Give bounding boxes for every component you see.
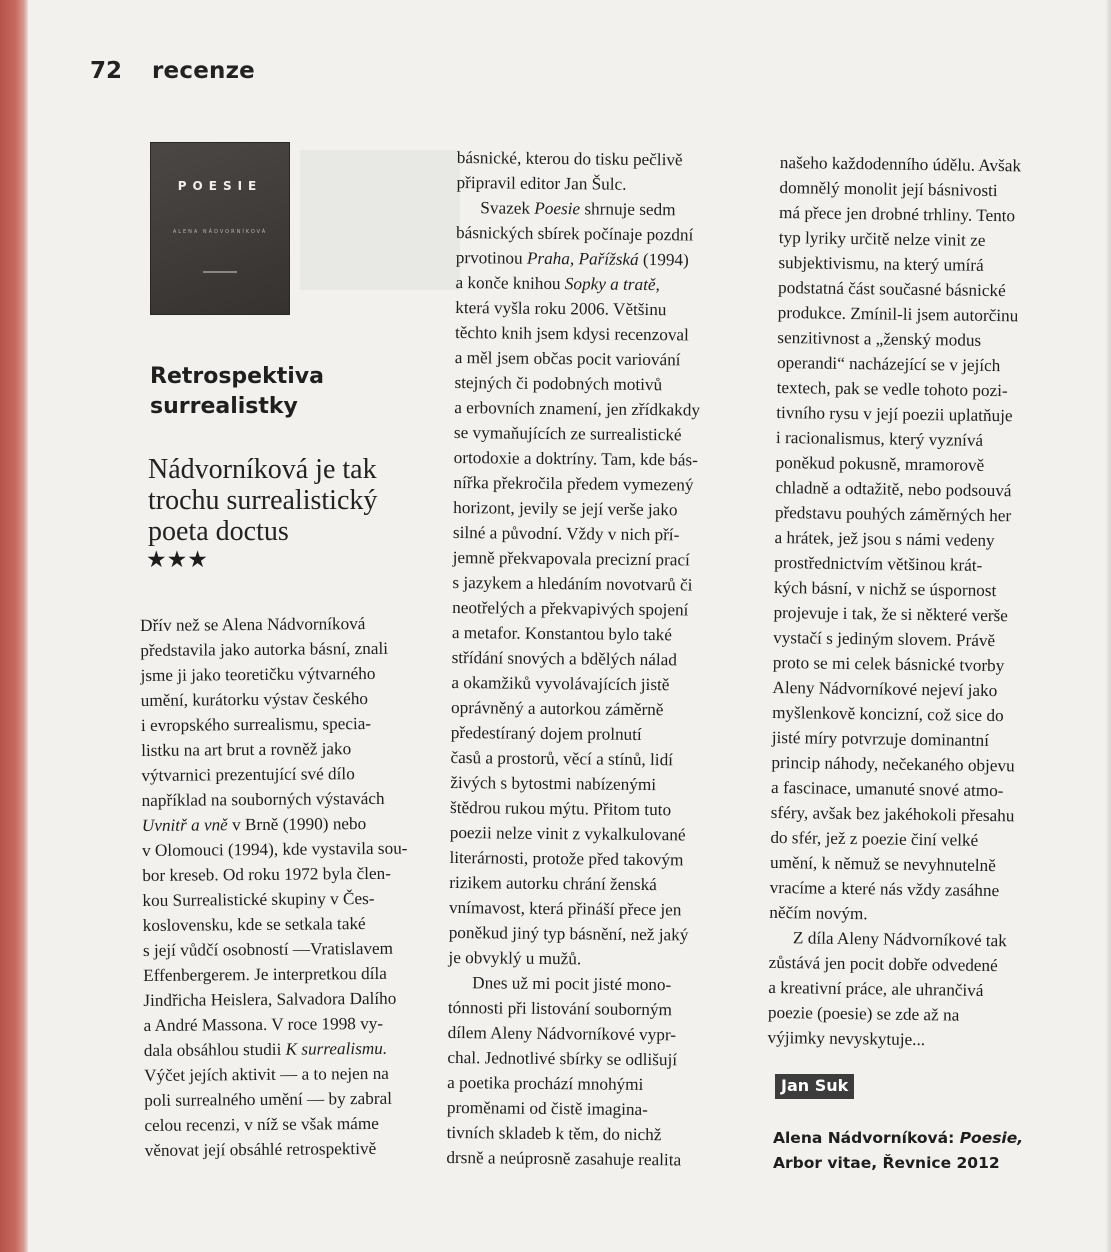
text-line: vystačí s jediným slovem. Právě xyxy=(773,627,996,651)
text-line: proto se mi celek básnické tvorby xyxy=(772,652,1005,676)
text-line: neotřelých a překvapivých spojení xyxy=(452,597,689,620)
text-line: drsně a neúprosně zasahuje realita xyxy=(446,1147,682,1170)
text-line: poněkud jiný typ básnění, než jaký xyxy=(448,922,689,945)
section-name: recenze xyxy=(152,58,255,84)
text-line: textech, pak se vedle tohoto pozi- xyxy=(776,377,1008,401)
text-line: prostřednictvím většinou krát- xyxy=(774,552,983,575)
text-line: Jindřicha Heislera, Salvadora Dalího xyxy=(143,988,397,1010)
text-line: a metafor. Konstantou bylo také xyxy=(451,622,673,645)
text-line: kých básní, v nichž se úspornost xyxy=(773,577,997,601)
text-line: chladně a odtažitě, nebo podsouvá xyxy=(775,477,1012,501)
text-line: připravil editor Jan Šulc. xyxy=(456,172,627,194)
title-line: Retrospektiva xyxy=(150,364,324,389)
text-line: a poetika prochází mnohými xyxy=(447,1072,644,1095)
article-subtitle xyxy=(148,454,428,547)
cover-title: POESIE xyxy=(177,179,263,193)
review-author-badge: Jan Suk xyxy=(775,1074,854,1099)
text-line: například na souborných výstavách xyxy=(141,788,385,810)
text-line: umění, kurátorku výstav českého xyxy=(140,689,369,710)
text-line: listku na art brut a rovněž jako xyxy=(141,739,352,760)
text-line: dala obsáhlou studii K surrealismu. xyxy=(143,1038,388,1060)
text-line: štědrou rukou mýtu. Přitom tuto xyxy=(449,797,672,820)
text-line: silné a původní. Vždy v nich pří- xyxy=(452,522,680,545)
text-line: představila jako autorka básní, znali xyxy=(140,638,389,660)
title-line: surrealistky xyxy=(150,394,298,419)
article-title xyxy=(150,362,400,422)
text-line: výtvarnici prezentující své dílo xyxy=(141,764,355,785)
text-line: nířka překročila předem vymezený xyxy=(453,472,694,495)
text-line: vnímavost, která přináší přece jen xyxy=(448,897,682,920)
text-line: s jazykem a hledáním novotvarů či xyxy=(452,572,693,595)
text-line: podstatná část současné básnické xyxy=(777,277,1006,301)
text-line: domnělý monolit její básnivosti xyxy=(779,177,998,201)
text-line: Effenbergerem. Je interpretkou díla xyxy=(143,963,387,985)
text-line: myšlenkově koncizní, což sice do xyxy=(772,702,1004,726)
text-line: stejných či podobných motivů xyxy=(454,372,663,395)
text-line: poezie (poesie) se zde až na xyxy=(767,1002,960,1025)
star-rating: ★★★ xyxy=(146,547,208,572)
text-line: básnické, kterou do tisku pečlivě xyxy=(456,147,683,170)
text-line: celou recenzi, v níž se však máme xyxy=(144,1113,379,1135)
text-line: a konče knihou Sopky a tratě, xyxy=(455,272,660,295)
text-line: tivních skladeb k těm, do nichž xyxy=(446,1122,662,1145)
text-line: v Olomouci (1994), kde vystavila sou- xyxy=(141,838,408,860)
text-line: oprávněný a autorkou záměrně xyxy=(451,697,664,720)
text-line: Uvnitř a vně v Brně (1990) nebo xyxy=(141,814,367,835)
text-line: věnovat její obsáhlé retrospektivě xyxy=(144,1138,377,1160)
text-line: s její vůdčí osobností —Vratislavem xyxy=(142,938,394,960)
text-line: dílem Aleny Nádvorníkové vypr- xyxy=(447,1022,677,1045)
subtitle-line: poeta doctus xyxy=(148,516,289,547)
text-line: která vyšla roku 2006. Většinu xyxy=(455,297,667,320)
text-line: a erbovních znamení, jen zřídkakdy xyxy=(454,397,701,420)
text-line: subjektivismu, na který umírá xyxy=(778,252,984,275)
text-line: něčím novým. xyxy=(769,902,868,924)
text-line: koslovensku, kde se setkala také xyxy=(142,914,366,935)
text-line: tivního rysu v její poezii uplatňuje xyxy=(776,402,1013,426)
text-line: Aleny Nádvorníkové nejeví jako xyxy=(772,677,998,701)
text-line: jsme ji jako teoretičku výtvarného xyxy=(140,663,376,685)
text-column-3 xyxy=(767,150,1023,1053)
page-header xyxy=(90,58,255,84)
text-column-1 xyxy=(140,611,410,1163)
text-line: básnických sbírek počínaje pozdní xyxy=(455,222,694,245)
text-line: prvotinou Praha, Pařížská (1994) xyxy=(455,247,689,270)
book-author: Alena Nádvorníková: xyxy=(773,1129,960,1147)
text-line: těchto knih jsem kdysi recenzoval xyxy=(454,322,689,345)
text-line: a okamžiků vyvolávajících jistě xyxy=(451,672,670,695)
cover-author: ALENA NÁDVORNÍKOVÁ xyxy=(172,229,268,235)
text-line: poezii nelze vinit z vykalkulované xyxy=(449,822,686,845)
page-spine xyxy=(0,0,28,1252)
text-line: ortodoxie a doktríny. Tam, kde bás- xyxy=(453,447,698,470)
text-line: typ lyriky určitě nelze vinit ze xyxy=(778,227,986,250)
text-line: a kreativní práce, ale uhrančivá xyxy=(768,977,984,1000)
subtitle-line: trochu surrealistický xyxy=(148,485,378,516)
text-line: poli surrealného umění — by zabral xyxy=(144,1088,393,1110)
text-line: i racionalismus, který vyznívá xyxy=(775,427,984,450)
text-line: kou Surrealistické skupiny v Čes- xyxy=(142,888,375,910)
text-line: výjimky nevyskytuje... xyxy=(767,1027,926,1050)
text-line: umění, k němuž se nevyhnutelně xyxy=(769,852,996,876)
text-line: Z díla Aleny Nádvorníkové tak xyxy=(792,928,1007,951)
book-publisher: Arbor vitae, Řevnice 2012 xyxy=(773,1154,1000,1172)
page-number: 72 xyxy=(90,58,123,84)
text-line: jemně překvapovala precizní prací xyxy=(452,547,690,570)
text-line: i evropského surrealismu, specia- xyxy=(140,713,372,735)
text-line: do sfér, jež z poezie činí velké xyxy=(770,827,979,850)
text-line: chal. Jednotlivé sbírky se odlišují xyxy=(447,1047,678,1070)
text-line: zůstává jen pocit dobře odvedené xyxy=(768,952,998,976)
text-line: princip náhody, nečekaného objevu xyxy=(771,752,1015,776)
text-line: a André Massona. V roce 1998 vy- xyxy=(143,1013,384,1035)
text-line: literárnosti, protože před takovým xyxy=(449,847,684,870)
text-line: se vymaňujících ze surrealistické xyxy=(453,422,682,445)
book-cover-image xyxy=(151,143,289,314)
text-line: živých s bytostmi nabízenými xyxy=(450,772,657,795)
text-line: senzitivnost a „ženský modus xyxy=(777,327,982,350)
text-line: je obvyklý u mužů. xyxy=(448,947,582,969)
text-line: a měl jsem občas pocit variování xyxy=(454,347,681,370)
text-line: vracíme a které nás vždy zasáhne xyxy=(769,877,1000,901)
book-info xyxy=(773,1126,1073,1176)
page-edge xyxy=(1105,0,1111,1252)
text-line: tónnosti při listování souborným xyxy=(447,997,672,1020)
text-line: projevuje i tak, že si některé verše xyxy=(773,602,1008,626)
cover-publisher-mark xyxy=(203,271,237,273)
text-line: střídání snových a bdělých nálad xyxy=(451,647,678,670)
text-line: operandi“ nacházející se v jejích xyxy=(776,352,1001,376)
book-info-line xyxy=(773,1126,1073,1151)
text-line: poněkud pokusně, mramorově xyxy=(775,452,985,475)
text-line: má přece jen drobné trhliny. Tento xyxy=(778,202,1016,226)
text-line: předestíraný dojem prolnutí xyxy=(450,722,642,744)
book-title: Poesie, xyxy=(959,1129,1024,1147)
text-line: a fascinace, umanuté snové atmo- xyxy=(770,777,1004,801)
text-line: produkce. Zmínil-li jsem autorčinu xyxy=(777,302,1019,326)
text-line: jisté míry potvrzuje dominantní xyxy=(771,727,990,750)
text-line: Výčet jejích aktivit — a to nejen na xyxy=(143,1063,389,1085)
text-line: našeho každodenního údělu. Avšak xyxy=(779,152,1022,176)
text-line: Dřív než se Alena Nádvorníková xyxy=(140,614,366,635)
text-line: sféry, avšak bez jakéhokoli přesahu xyxy=(770,802,1015,826)
text-line: a hrátek, jež jsou s námi vedeny xyxy=(774,527,995,551)
text-line: rizikem autorku chrání ženská xyxy=(449,872,657,895)
text-line: představu pouhých záměrných her xyxy=(774,502,1012,526)
text-line: horizont, jevily se její verše jako xyxy=(453,497,678,520)
text-line: proměnami od čistě imagina- xyxy=(446,1097,648,1120)
text-line: Dnes už mi pocit jisté mono- xyxy=(472,973,672,995)
bleed-through-block xyxy=(300,150,460,290)
text-column-2 xyxy=(446,145,703,1173)
text-line: časů a prostorů, věcí a stínů, lidí xyxy=(450,747,674,770)
text-line: Svazek Poesie shrnuje sedm xyxy=(480,198,676,220)
text-line: bor kreseb. Od roku 1972 byla člen- xyxy=(142,863,392,885)
subtitle-line: Nádvorníková je tak xyxy=(148,454,377,485)
